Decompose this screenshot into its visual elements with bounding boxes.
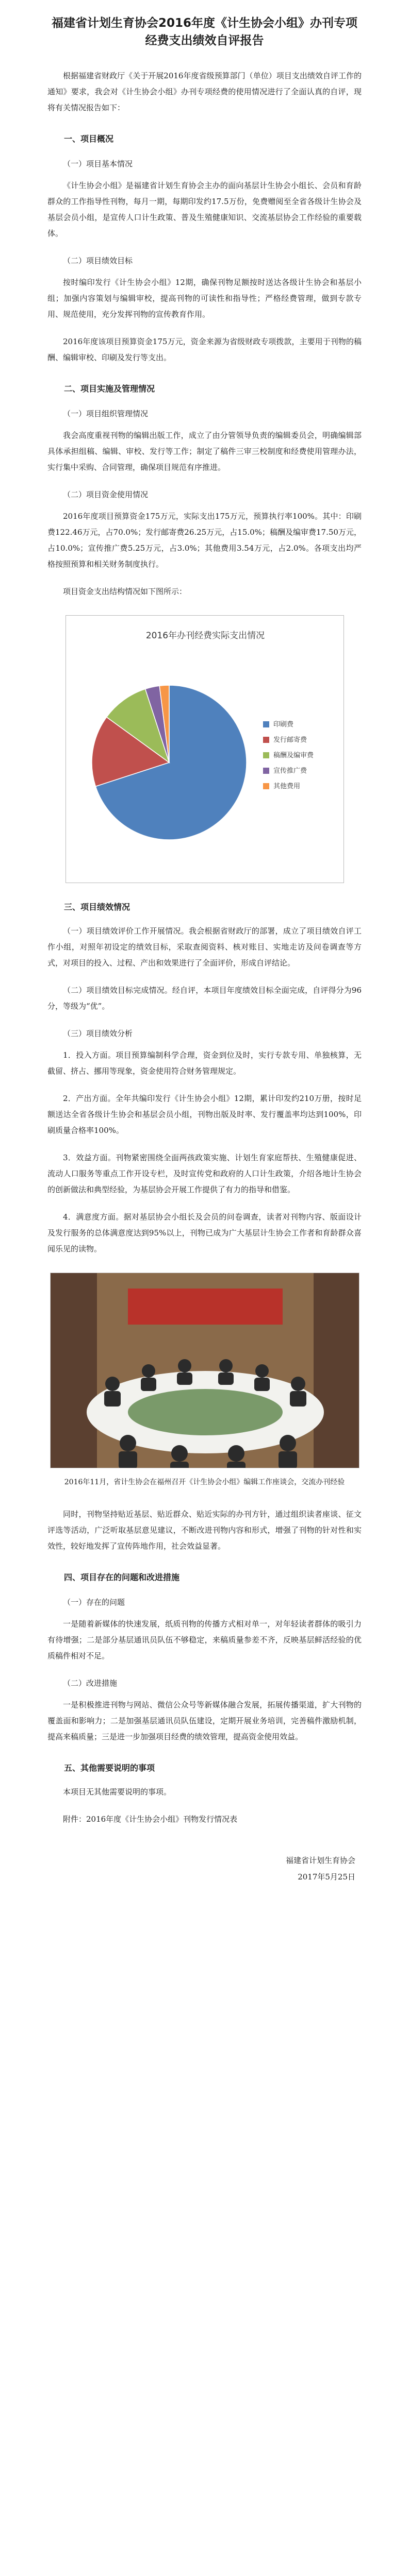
photo-banner xyxy=(128,1289,283,1325)
signature-org: 福建省计划生育协会 xyxy=(285,1856,355,1865)
section-heading-5: 五、其他需要说明的事项 xyxy=(64,1763,155,1773)
pie-slices xyxy=(92,685,247,840)
intro-paragraph: 根据福建省财政厅《关于开展2016年度省级预算部门（单位）项目支出绩效自评工作的通知》要求，我会对《计生协会小组》办刊专项经费的使用情况进行了全面认真的自评，现将有关情况报告如下： xyxy=(47,71,362,112)
photo-table-center xyxy=(128,1389,283,1435)
attachment-line: 附件：2016年度《计生协会小组》刊物发行情况表 xyxy=(63,1815,238,1824)
paragraph-budget: 2016年度该项目预算资金175万元，资金来源为省级财政专项拨款，主要用于刊物的稿酬、编辑审校、印刷及发行等支出。 xyxy=(47,337,362,362)
paragraph-problem: 一是随着新媒体的快速发展，纸质刊物的传播方式相对单一，对年轻读者群体的吸引力有待增强；二是部分基层通讯员队伍不够稳定，来稿质量参差不齐，反映基层鲜活经验的优质稿件相对不足。 xyxy=(47,1619,362,1660)
paragraph-eval-3: 同时，刊物坚持贴近基层、贴近群众、贴近实际的办刊方针，通过组织读者座谈、征文评选等活动，广泛听取基层意见建议，不断改进刊物内容和形式，增强了刊物的针对性和实效性，较好地发挥了宣传阵地作用，社会效益显著。 xyxy=(47,1510,362,1551)
legend-swatch-2 xyxy=(263,752,269,758)
section-heading-2: 二、项目实施及管理情况 xyxy=(64,384,155,394)
meeting-photo-illustration xyxy=(51,1273,359,1468)
section-heading-3: 三、项目绩效情况 xyxy=(64,902,130,912)
photo-caption: 2016年11月，省计生协会在福州召开《计生协会小组》编辑工作座谈会，交流办刊经验 xyxy=(64,1478,345,1486)
paragraph-benefit: 3．效益方面。刊物紧密围绕全面两孩政策实施、计划生育家庭帮扶、生殖健康促进、流动人口服务等重点工作开设专栏，及时宣传党和政府的人口计生政策，介绍各地计生协会的创新做法和典型经验，为基层协会开展工作提供了有力的指导和借鉴。 xyxy=(47,1153,362,1194)
subheading-basic: （一）项目基本情况 xyxy=(63,159,133,168)
legend-swatch-3 xyxy=(263,768,269,774)
section-heading-4: 四、项目存在的问题和改进措施 xyxy=(64,1572,180,1582)
subheading-org: （一）项目组织管理情况 xyxy=(63,409,149,418)
subheading-measure: （二）改进措施 xyxy=(63,1679,118,1688)
meeting-photo xyxy=(50,1273,359,1468)
pie-chart-svg xyxy=(66,616,345,884)
paragraph-output: 2．产出方面。全年共编印发行《计生协会小组》12期，累计印发约210万册，按时足额送达全省各级计生协会和基层会员小组，刊物出版及时率、发行覆盖率均达到100%，印刷质量合格率100%。 xyxy=(47,1094,362,1135)
signature-date: 2017年5月25日 xyxy=(298,1872,355,1882)
paragraph-eval-1: （一）项目绩效评价工作开展情况。我会根据省财政厅的部署，成立了项目绩效自评工作小组，对照年初设定的绩效目标，采取查阅资料、核对账目、实地走访及问卷调查等方式，对项目的投入、过程、产出和效果进行了全面评价，形成自评结论。 xyxy=(47,926,362,968)
subheading-fund: （二）项目资金使用情况 xyxy=(63,490,149,499)
paragraph-input: 1．投入方面。项目预算编制科学合理，资金到位及时，实行专款专用、单独核算，无截留、挤占、挪用等现象，资金使用符合财务管理规定。 xyxy=(47,1050,362,1076)
paragraph-basic: 《计生协会小组》是福建省计划生育协会主办的面向基层计生协会小组长、会员和育龄群众的工作指导性刊物，每月一期，每期印发约17.5万份，免费赠阅至全省各级计生协会及基层会员小组，是宣传人口计生政策、普及生殖健康知识、交流基层协会工作经验的重要载体。 xyxy=(47,181,362,238)
subheading-problem: （一）存在的问题 xyxy=(63,1598,125,1607)
legend-label-2: 稿酬及编审费 xyxy=(273,752,314,759)
paragraph-satisfaction: 4．满意度方面。据对基层协会小组长及会员的问卷调查，读者对刊物内容、版面设计及发行服务的总体满意度达到95%以上，刊物已成为广大基层计生协会工作者和育龄群众喜闻乐见的读物。 xyxy=(47,1212,362,1253)
legend-swatch-1 xyxy=(263,737,269,743)
paragraph-eval-2: （二）项目绩效目标完成情况。经自评，本项目年度绩效目标全面完成，自评得分为96分，等级为“优”。 xyxy=(47,986,362,1011)
pie-legend xyxy=(263,720,314,790)
photo-curtain-left xyxy=(51,1273,97,1468)
paragraph-org: 我会高度重视刊物的编辑出版工作，成立了由分管领导负责的编辑委员会，明确编辑部具体承担组稿、编辑、审校、发行等工作；制定了稿件三审三校制度和经费使用管理办法，实行集中采购、合同管理，确保项目规范有序推进。 xyxy=(47,431,362,472)
subheading-target: （二）项目绩效目标 xyxy=(63,256,133,265)
legend-swatch-0 xyxy=(263,721,269,727)
photo-curtain-right xyxy=(314,1273,359,1468)
legend-label-4: 其他费用 xyxy=(273,783,300,790)
legend-swatch-4 xyxy=(263,783,269,789)
paragraph-fund: 2016年度项目预算资金175万元，实际支出175万元，预算执行率100%。其中：印刷费122.46万元，占70.0%；发行邮寄费26.25万元，占15.0%；稿酬及编审费17.50万元，占10.0%；宣传推广费5.25万元，占3.0%；其他费用3.54万元，占2.0%。各项支出均严格按照预算和相关财务制度执行。 xyxy=(47,512,362,569)
section-heading-1: 一、项目概况 xyxy=(64,134,114,144)
paragraph-other: 本项目无其他需要说明的事项。 xyxy=(63,1787,172,1797)
paragraph-fund-2: 项目资金支出结构情况如下图所示： xyxy=(63,587,187,596)
legend-label-0: 印刷费 xyxy=(273,721,293,728)
page-title: 福建省计划生育协会2016年度《计生协会小组》办刊专项经费支出绩效自评报告 xyxy=(51,16,357,47)
chart-title: 2016年办刊经费实际支出情况 xyxy=(145,631,265,641)
paragraph-measure: 一是积极推进刊物与网站、微信公众号等新媒体融合发展，拓展传播渠道，扩大刊物的覆盖面和影响力；二是加强基层通讯员队伍建设，定期开展业务培训，完善稿件激励机制，提高来稿质量；三是进一步加强项目经费的绩效管理，提高资金使用效益。 xyxy=(47,1700,362,1741)
expense-pie-chart xyxy=(66,615,344,883)
legend-label-1: 发行邮寄费 xyxy=(273,736,307,744)
subheading-analysis: （三）项目绩效分析 xyxy=(63,1029,133,1038)
legend-label-3: 宣传推广费 xyxy=(273,767,307,775)
paragraph-target: 按时编印发行《计生协会小组》12期，确保刊物足额按时送达各级计生协会和基层小组；加强内容策划与编辑审校，提高刊物的可读性和指导性；严格经费管理，做到专款专用、规范使用，充分发挥刊物的宣传教育作用。 xyxy=(47,278,362,319)
signature-block xyxy=(47,1852,362,1885)
